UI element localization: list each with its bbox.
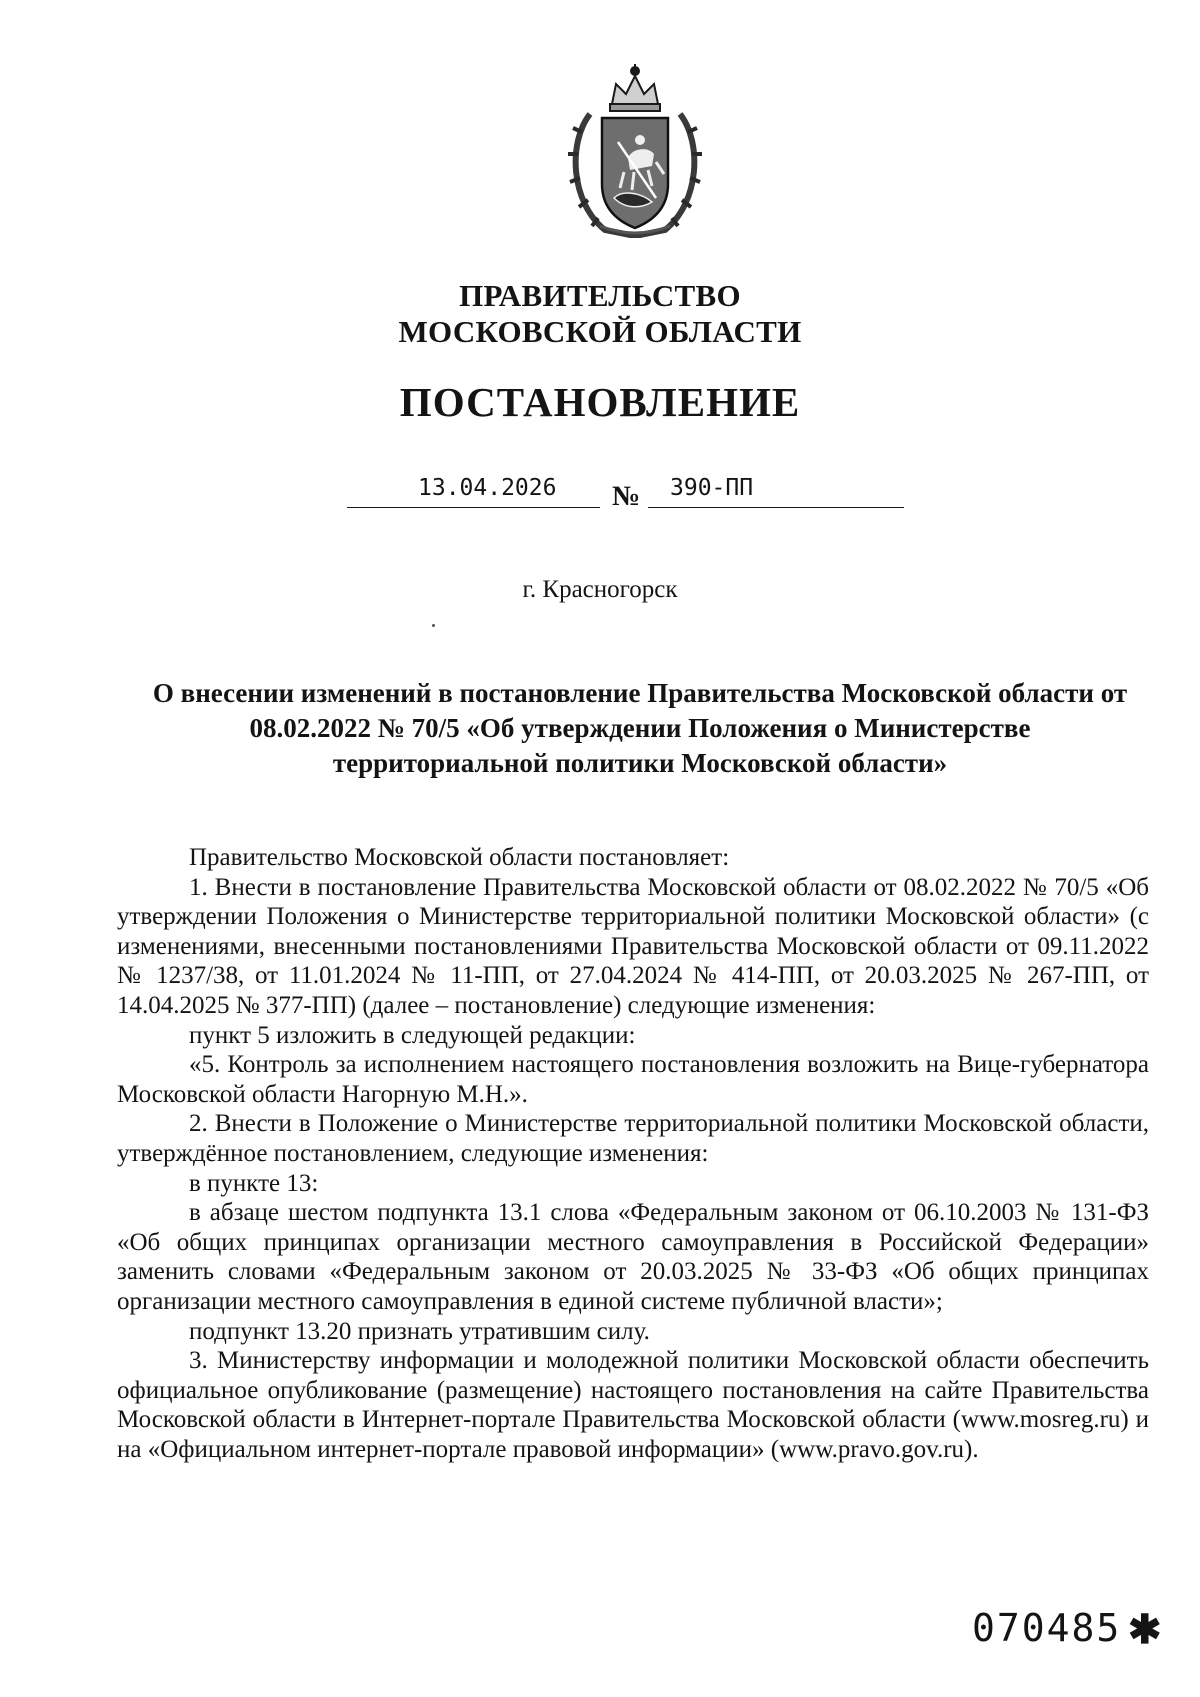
body-paragraph: Правительство Московской области постановляет: bbox=[189, 844, 730, 871]
document-title: О внесении изменений в постановление Правительства Московской области от 08.02.2022 № 70/5 «Об утверждении Положения о Министерстве территориальной политики Московской области» bbox=[152, 678, 1128, 778]
coat-of-arms-emblem bbox=[560, 62, 710, 238]
body-paragraph: 2. Внести в Положение о Министерстве территориальной политики Московской области, утверждённое постановлением, следующие изменения: bbox=[117, 1110, 1149, 1167]
number-underline bbox=[648, 507, 904, 508]
body-paragraph: подпункт 13.20 признать утратившим силу. bbox=[189, 1317, 650, 1345]
body-paragraph: пункт 5 изложить в следующей редакции: bbox=[189, 1021, 636, 1049]
document-body bbox=[117, 843, 1149, 1464]
org-name-line-2: МОСКОВСКОЙ ОБЛАСТИ bbox=[398, 314, 802, 349]
body-paragraph: в пункте 13: bbox=[189, 1169, 319, 1197]
document-date: 13.04.2026 bbox=[418, 475, 557, 501]
document-serial-number: 070485 bbox=[972, 1606, 1122, 1650]
city-line: г. Красногорск bbox=[522, 576, 678, 603]
body-paragraph: 3. Министерству информации и молодежной политики Московской области обеспечить официальное опубликование (размещение) настоящего постановления на сайте Правительства Московской области в Интернет-портале Правительства Московской области (www.mosreg.ru) и на «Официальном интернет-портале правовой информации» (www.pravo.gov.ru). bbox=[117, 1347, 1149, 1463]
body-paragraph: в абзаце шестом подпункта 13.1 слова «Федеральным законом от 06.10.2003 № 131-ФЗ «Об общих принципах организации местного самоуправления в Российской Федерации» заменить словами «Федеральным законом от 20.03.2025 № 33-ФЗ «Об общих принципах организации местного самоуправления в единой системе публичной власти»; bbox=[117, 1199, 1149, 1315]
scan-speck bbox=[432, 624, 435, 627]
asterisk-mark-icon: ✱ bbox=[1128, 1607, 1162, 1652]
date-underline bbox=[347, 507, 600, 508]
document-type-heading: ПОСТАНОВЛЕНИЕ bbox=[399, 379, 801, 425]
org-name-line-1: ПРАВИТЕЛЬСТВО bbox=[459, 278, 741, 313]
document-number: 390-ПП bbox=[670, 475, 754, 501]
body-paragraph: «5. Контроль за исполнением настоящего постановления возложить на Вице-губернатора Московской области Нагорную М.Н.». bbox=[117, 1051, 1149, 1108]
number-sign: № bbox=[612, 481, 641, 512]
body-paragraph: 1. Внести в постановление Правительства Московской области от 08.02.2022 № 70/5 «Об утверждении Положения о Министерстве территориальной политики Московской области» (с изменениями, внесенными постановлениями Правительства Московской области от 09.11.2022 № 1237/38, от 11.01.2024 № 11-ПП, от 27.04.2024 № 414-ПП, от 20.03.2025 № 267-ПП, от 14.04.2025 № 377-ПП) (далее – постановление) следующие изменения: bbox=[117, 873, 1149, 1019]
